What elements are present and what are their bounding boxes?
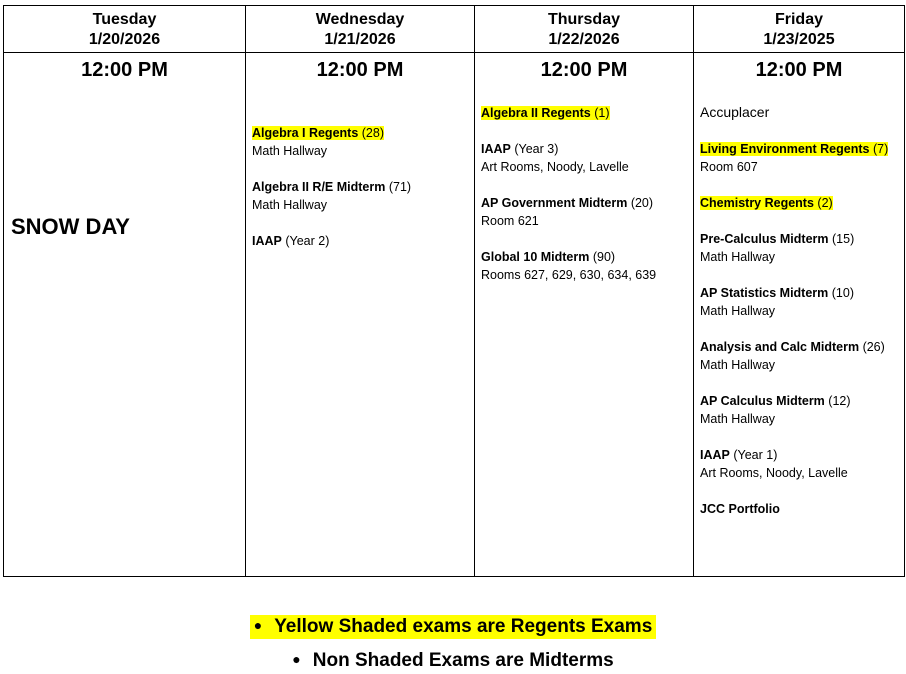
exam-room: Math Hallway — [700, 304, 776, 318]
exam-count: (7) — [872, 142, 889, 156]
exam-room: Art Rooms, Noody, Lavelle — [481, 160, 629, 174]
exam-title-regents — [481, 106, 610, 120]
exam-entry — [252, 124, 470, 160]
exam-count: (2) — [817, 196, 833, 210]
exam-title-regents — [700, 142, 888, 156]
day-column-tuesday — [4, 6, 245, 576]
exam-name: AP Government Midterm — [481, 196, 628, 210]
exam-count: (26) — [862, 340, 885, 354]
exam-name: Chemistry Regents — [700, 196, 814, 210]
legend-regents — [0, 615, 906, 639]
exam-time: 12:00 PM — [540, 59, 628, 81]
exam-room: Room 607 — [700, 160, 758, 174]
exam-room: Rooms 627, 629, 630, 634, 639 — [481, 268, 657, 282]
exam-entry — [700, 284, 900, 320]
day-column-friday — [693, 6, 904, 576]
exam-entry — [252, 232, 470, 250]
day-date: 1/22/2026 — [548, 31, 620, 48]
exam-list — [700, 103, 900, 536]
day-header — [475, 6, 693, 53]
exam-count: (Year 3) — [514, 142, 559, 156]
exam-name: IAAP — [700, 448, 730, 462]
exam-name: JCC Portfolio — [700, 502, 780, 516]
exam-list — [481, 104, 689, 302]
day-date: 1/23/2025 — [763, 31, 835, 48]
bullet-icon: ● — [292, 651, 301, 667]
day-date: 1/21/2026 — [324, 31, 396, 48]
exam-name: AP Calculus Midterm — [700, 394, 825, 408]
exam-title — [252, 234, 329, 248]
exam-title — [481, 142, 558, 156]
legend-regents-text: Yellow Shaded exams are Regents Exams — [274, 616, 653, 637]
exam-entry — [700, 140, 900, 176]
exam-list — [252, 124, 470, 268]
exam-name: AP Statistics Midterm — [700, 286, 829, 300]
exam-title — [700, 340, 885, 354]
exam-title — [700, 286, 854, 300]
exam-entry — [481, 104, 689, 122]
day-header — [4, 6, 245, 53]
exam-name: Analysis and Calc Midterm — [700, 340, 860, 354]
exam-room: Math Hallway — [700, 250, 776, 264]
exam-name: Global 10 Midterm — [481, 250, 590, 264]
exam-room: Math Hallway — [700, 412, 776, 426]
exam-entry — [700, 230, 900, 266]
exam-title — [481, 196, 653, 210]
exam-room: Math Hallway — [700, 358, 776, 372]
exam-count: (90) — [592, 250, 616, 264]
exam-count: (20) — [630, 196, 654, 210]
snow-day-note: SNOW DAY — [11, 214, 130, 239]
exam-title — [700, 448, 777, 462]
exam-entry — [700, 500, 900, 518]
exam-entry — [700, 338, 900, 374]
exam-name: Algebra II Regents — [481, 106, 591, 120]
exam-count: (Year 1) — [733, 448, 778, 462]
legend-midterms-text: Non Shaded Exams are Midterms — [312, 650, 614, 671]
day-header — [694, 6, 904, 53]
exam-name: Algebra I Regents — [252, 126, 359, 140]
exam-time: 12:00 PM — [755, 59, 843, 81]
exam-name: Living Environment Regents — [700, 142, 870, 156]
exam-title — [700, 394, 851, 408]
exam-time: 12:00 PM — [316, 59, 404, 81]
exam-title — [252, 180, 411, 194]
day-name: Thursday — [547, 11, 620, 28]
exam-entry — [252, 178, 470, 214]
accuplacer-label: Accuplacer — [700, 104, 770, 120]
exam-entry — [700, 446, 900, 482]
day-column-thursday — [474, 6, 693, 576]
exam-count: (12) — [828, 394, 851, 408]
day-name: Wednesday — [315, 11, 405, 28]
exam-count: (71) — [388, 180, 412, 194]
exam-room: Math Hallway — [252, 144, 328, 158]
exam-count: (15) — [832, 232, 855, 246]
exam-count: (Year 2) — [285, 234, 330, 248]
day-date: 1/20/2026 — [88, 31, 161, 48]
legend-midterms — [0, 649, 906, 673]
exam-name: IAAP — [252, 234, 282, 248]
exam-count: (28) — [361, 126, 384, 140]
exam-room: Room 621 — [481, 214, 539, 228]
exam-count: (10) — [831, 286, 854, 300]
day-column-wednesday — [245, 6, 474, 576]
exam-entry — [700, 392, 900, 428]
exam-entry — [481, 194, 689, 230]
legend-midterms-wrap — [288, 649, 617, 673]
exam-entry — [481, 248, 689, 284]
exam-title-regents — [700, 196, 833, 210]
exam-title — [700, 232, 854, 246]
exam-entry — [700, 194, 900, 212]
exam-title — [700, 502, 780, 516]
exam-time: 12:00 PM — [81, 59, 168, 81]
day-header — [246, 6, 474, 53]
exam-name: Algebra II R/E Midterm — [252, 180, 386, 194]
exam-title — [481, 250, 615, 264]
day-name: Tuesday — [92, 11, 157, 28]
exam-entry — [481, 140, 689, 176]
exam-name: Pre-Calculus Midterm — [700, 232, 829, 246]
legend-regents-highlight — [250, 615, 657, 639]
exam-title-regents — [252, 126, 384, 140]
exam-room: Art Rooms, Noody, Lavelle — [700, 466, 848, 480]
exam-schedule-table — [3, 5, 905, 577]
exam-count: (1) — [594, 106, 610, 120]
exam-name: IAAP — [481, 142, 511, 156]
exam-room: Math Hallway — [252, 198, 328, 212]
bullet-icon: ● — [253, 617, 263, 633]
day-name: Friday — [774, 11, 823, 28]
